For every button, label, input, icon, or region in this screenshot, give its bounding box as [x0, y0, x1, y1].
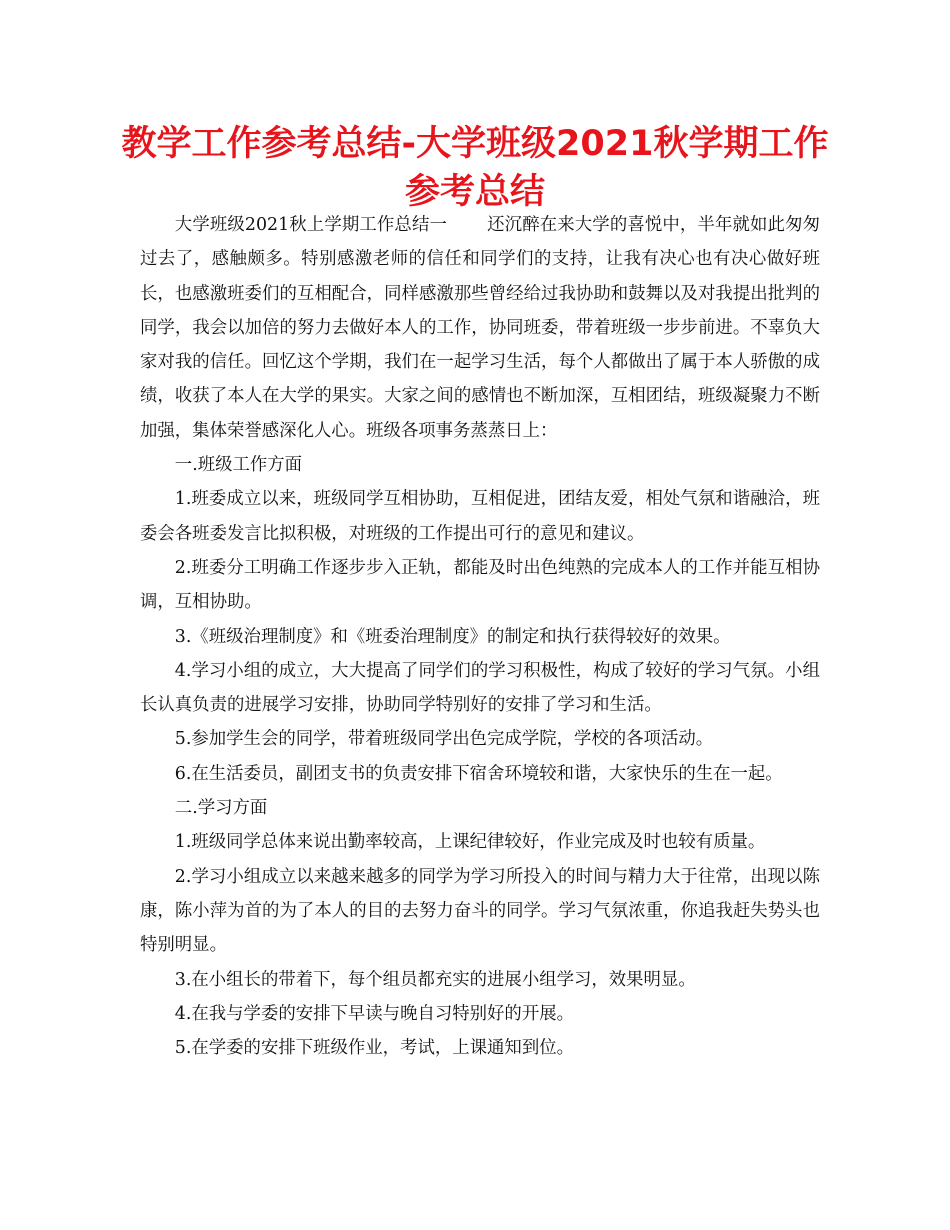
section-heading-study: 二.学习方面: [174, 798, 268, 819]
paragraph: 6.在生活委员，副团支书的负责安排下宿舍环境较和谐，大家快乐的生在一起。: [174, 763, 783, 784]
paragraph: 2.班委分工明确工作逐步步入正轨，都能及时出色纯熟的完成本人的工作并能互相协调，互相协助。: [140, 557, 820, 613]
document-title: 教学工作参考总结-大学班级2021秋学期工作参考总结: [121, 124, 829, 212]
paragraph: 5.参加学生会的同学，带着班级同学出色完成学院，学校的各项活动。: [174, 729, 714, 750]
paragraph: 3.在小组长的带着下，每个组员都充实的进展小组学习，效果明显。: [174, 969, 696, 990]
intro-text: 还沉醉在来大学的喜悦中，半年就如此匆匆过去了，感触颇多。特别感激老师的信任和同学们的支持，让我有决心也有决心做好班长，也感激班委们的互相配合，同样感激那些曾经给过我协助和鼓舞以及对我提出批判的同学，我会以加倍的努力去做好本人的工作，协同班委，带着班级一步步前进。不辜负大家对我的信任。回忆这个学期，我们在一起学习生活，每个人都做出了属于本人骄傲的成绩，收获了本人在大学的果实。大家之间的感情也不断加深，互相团结，班级凝聚力不断加强，集体荣誉感深化人心。班级各项事务蒸蒸日上：: [140, 215, 820, 441]
intro-paragraph: [140, 208, 820, 448]
paragraph: 4.在我与学委的安排下早读与晚自习特别好的开展。: [174, 1003, 574, 1024]
paragraph: 2.学习小组成立以来越来越多的同学为学习所投入的时间与精力大于往常，出现以陈康，陈小萍为首的为了本人的目的去努力奋斗的同学。学习气氛浓重，你追我赶失势头也特别明显。: [140, 866, 820, 956]
intro-lead: 大学班级2021秋上学期工作总结一: [174, 215, 448, 235]
document-body: [140, 208, 820, 1065]
section-heading-class-work: 一.班级工作方面: [174, 455, 303, 476]
paragraph: 5.在学委的安排下班级作业，考试，上课通知到位。: [174, 1038, 574, 1059]
paragraph: 4.学习小组的成立，大大提高了同学们的学习积极性，构成了较好的学习气氛。小组长认真负责的进展学习安排，协助同学特别好的安排了学习和生活。: [140, 660, 820, 716]
paragraph: 1.班级同学总体来说出勤率较高，上课纪律较好，作业完成及时也较有质量。: [174, 832, 766, 853]
paragraph: 1.班委成立以来，班级同学互相协助，互相促进，团结友爱，相处气氛和谐融洽，班委会各班委发言比拟积极，对班级的工作提出可行的意见和建议。: [140, 489, 820, 544]
paragraph: 3.《班级治理制度》和《班委治理制度》的制定和执行获得较好的效果。: [174, 626, 731, 647]
